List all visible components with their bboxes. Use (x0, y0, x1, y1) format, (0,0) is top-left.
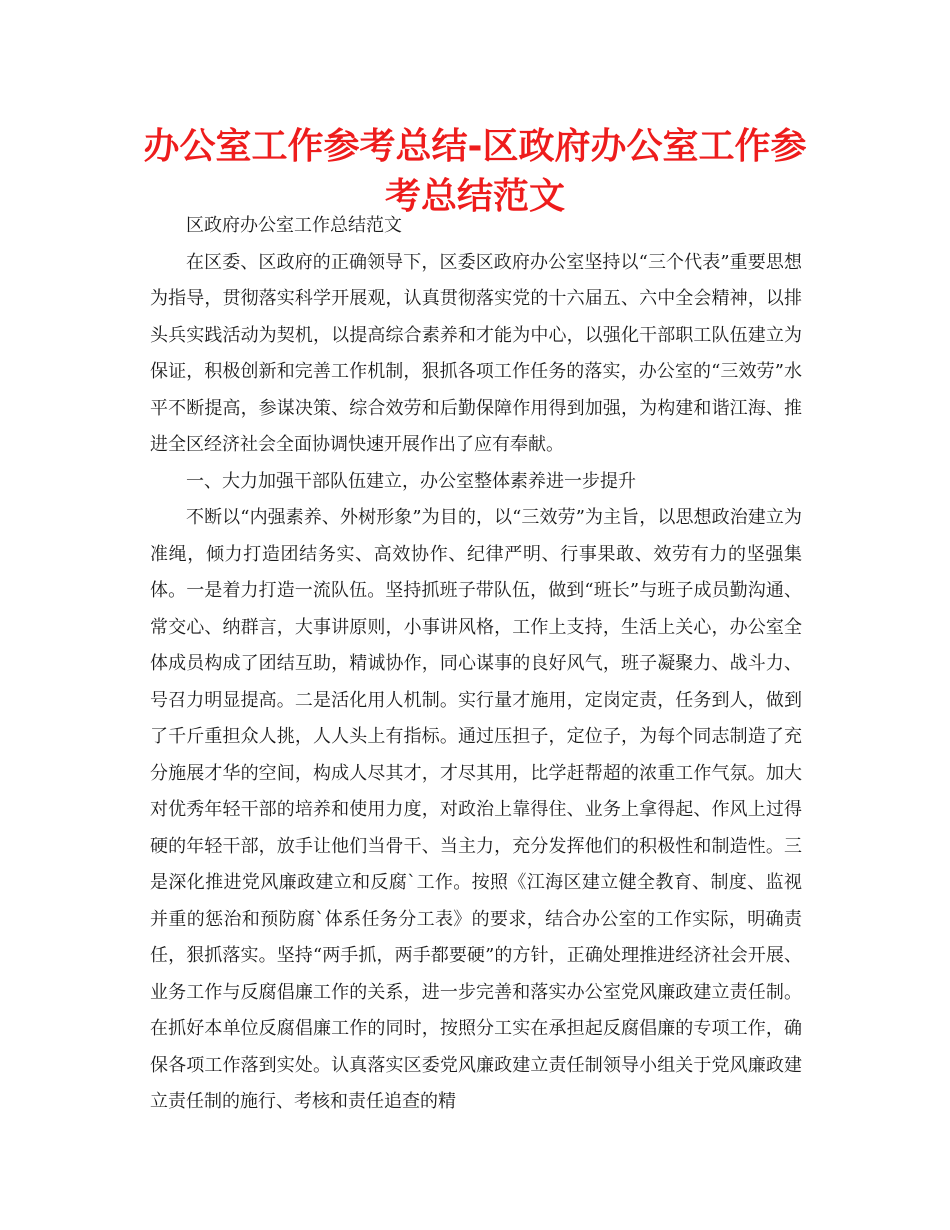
paragraph-intro: 在区委、区政府的正确领导下，区委区政府办公室坚持以“三个代表”重要思想为指导，贯彻落实科学开展观，认真贯彻落实党的十六届五、六中全会精神，以排头兵实践活动为契机，以提高综合素养和才能为中心，以强化干部职工队伍建立为保证，积极创新和完善工作机制，狠抓各项工作任务的落实，办公室的“三效劳”水平不断提高，参谋决策、综合效劳和后勤保障作用得到加强，为构建和谐江海、推进全区经济社会全面协调快速开展作出了应有奉献。 (150, 251, 802, 455)
section-heading-1: 一、大力加强干部队伍建立，办公室整体素养进一步提升 (186, 470, 636, 492)
document-body (150, 208, 802, 1121)
paragraph-subtitle: 区政府办公室工作总结范文 (186, 215, 402, 236)
paragraph-section-1: 不断以“内强素养、外树形象”为目的，以“三效劳”为主旨，以思想政治建立为准绳，倾力打造团结务实、高效协作、纪律严明、行事果敢、效劳有力的坚强集体。一是着力打造一流队伍。坚持抓班子带队伍，做到“班长”与班子成员勤沟通、常交心、纳群言，大事讲原则，小事讲风格，工作上支持，生活上关心，办公室全体成员构成了团结互助，精诚协作，同心谋事的良好风气，班子凝聚力、战斗力、号召力明显提高。二是活化用人机制。实行量才施用，定岗定责，任务到人，做到了千斤重担众人挑，人人头上有指标。通过压担子，定位子，为每个同志制造了充分施展才华的空间，构成人尽其才，才尽其用，比学赶帮超的浓重工作气氛。加大对优秀年轻干部的培养和使用力度，对政治上靠得住、业务上拿得起、作风上过得硬的年轻干部，放手让他们当骨干、当主力，充分发挥他们的积极性和制造性。三是深化推进党风廉政建立和反腐`工作。按照《江海区建立健全教育、制度、监视并重的惩治和预防腐`体系任务分工表》的要求，结合办公室的工作实际，明确责任，狠抓落实。坚持“两手抓，两手都要硬”的方针，正确处理推进经济社会开展、业务工作与反腐倡廉工作的关系，进一步完善和落实办公室党风廉政建立责任制。在抓好本单位反腐倡廉工作的同时，按照分工实在承担起反腐倡廉的专项工作，确保各项工作落到实处。认真落实区委党风廉政建立责任制领导小组关于党风廉政建立责任制的施行、考核和责任追查的精 (150, 507, 802, 1112)
document-title: 办公室工作参考总结-区政府办公室工作参考总结范文 (143, 126, 807, 217)
